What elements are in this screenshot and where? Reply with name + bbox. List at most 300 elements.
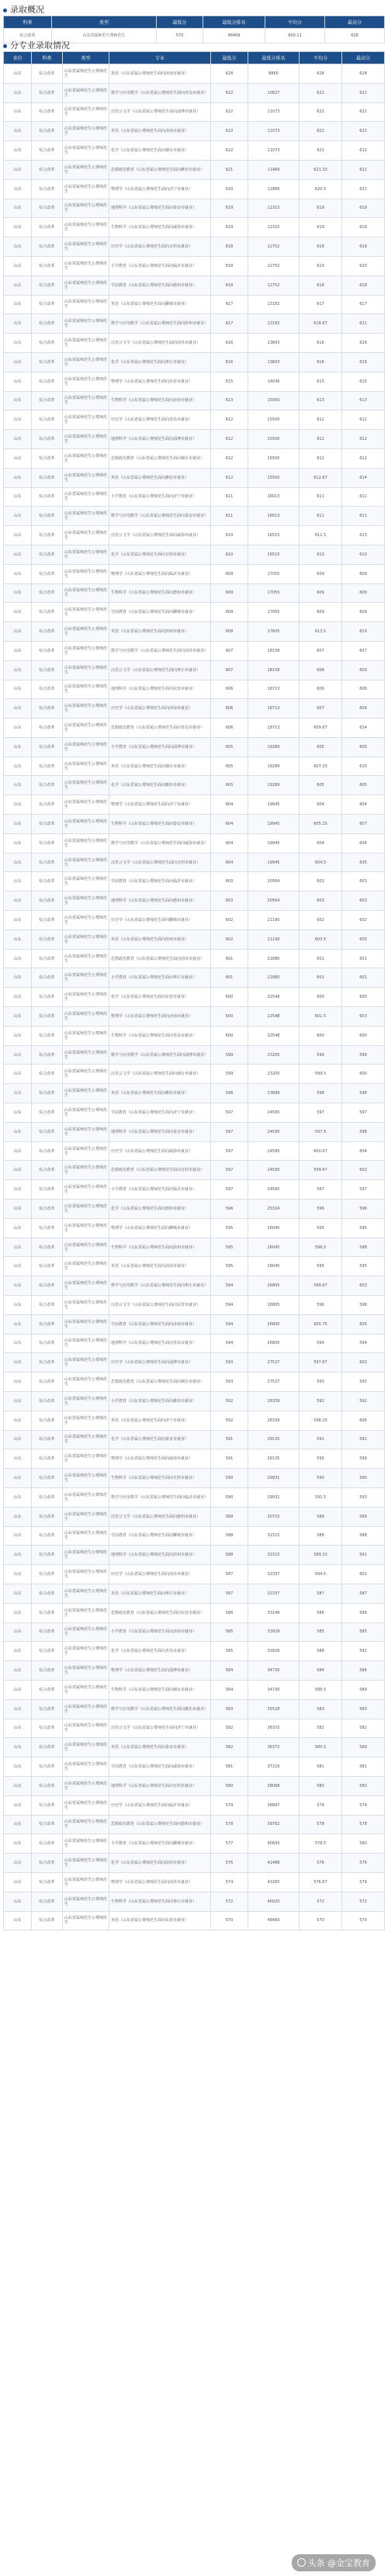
table-cell: 579 bbox=[300, 1795, 342, 1815]
table-cell: 地理科学（山东省属公费师范生面向泰安市就业） bbox=[109, 1122, 211, 1141]
table-cell: 606 bbox=[342, 680, 385, 699]
table-cell: 604 bbox=[211, 795, 248, 815]
table-cell: 学前教育（山东省属公费师范生面向聊城市就业） bbox=[109, 1526, 211, 1546]
table-cell: 589.33 bbox=[300, 1546, 342, 1565]
table-cell: 山东省属师范生公费师范生 bbox=[63, 757, 109, 776]
table-cell: 587 bbox=[342, 1584, 385, 1603]
table-cell: 山东 bbox=[4, 930, 32, 949]
table-cell: 612 bbox=[211, 468, 248, 487]
table-row bbox=[4, 968, 385, 988]
table-row bbox=[4, 1699, 385, 1719]
table-cell: 山东省属师范生公费师范生 bbox=[63, 1007, 109, 1027]
table-cell: 605 bbox=[342, 1314, 385, 1334]
table-cell: 595 bbox=[300, 1218, 342, 1238]
table-cell: 思想政治教育（山东省属公费师范生面向菏泽市就业） bbox=[109, 949, 211, 968]
table-cell: 山东 bbox=[4, 1122, 32, 1141]
table-cell: 综合改革 bbox=[32, 1603, 63, 1622]
bullet-dot-icon bbox=[3, 44, 7, 48]
table-cell: 590 bbox=[211, 1469, 248, 1488]
table-cell: 622 bbox=[300, 122, 342, 141]
table-cell: 597 bbox=[300, 1103, 342, 1123]
table-cell: 综合改革 bbox=[32, 1834, 63, 1854]
table-cell: 综合改革 bbox=[32, 1373, 63, 1392]
table-cell: 化学（山东省属公费师范生面向滨州市就业） bbox=[109, 1854, 211, 1873]
table-cell: 602 bbox=[342, 911, 385, 930]
table-cell: 584 bbox=[211, 1661, 248, 1681]
table-row bbox=[4, 275, 385, 295]
table-cell: 570 bbox=[342, 1911, 385, 1930]
table-cell: 综合改革 bbox=[32, 795, 63, 815]
table-cell: 历史学（山东省属公费师范生面向临沂市就业） bbox=[109, 1795, 211, 1815]
table-cell: 山东省属师范生公费师范生 bbox=[63, 603, 109, 622]
table-cell: 山东 bbox=[4, 1487, 32, 1507]
table-cell: 山东 bbox=[4, 1045, 32, 1065]
table-cell: 英语（山东省属公费师范生面向济宁市就业） bbox=[109, 1411, 211, 1430]
table-cell: 613 bbox=[300, 391, 342, 410]
table-cell: 34730 bbox=[248, 1661, 300, 1681]
table-cell: 609.67 bbox=[300, 718, 342, 738]
table-cell: 山东 bbox=[4, 1103, 32, 1123]
table-cell: 29135 bbox=[248, 1430, 300, 1449]
table-cell: 12752 bbox=[248, 256, 300, 275]
table-cell: 地理科学（山东省属公费师范生面向滨州市就业） bbox=[109, 1546, 211, 1565]
table-cell: 21190 bbox=[248, 930, 300, 949]
table-cell: 609 bbox=[300, 583, 342, 603]
table-cell: 山东省属师范生公费师范生 bbox=[63, 1546, 109, 1565]
table-cell: 18713 bbox=[248, 699, 300, 718]
table-row bbox=[4, 1776, 385, 1795]
table-cell: 606 bbox=[342, 1411, 385, 1430]
table-cell: 602 bbox=[300, 911, 342, 930]
table-cell: 地理科学（山东省属公费师范生面向泰安市就业） bbox=[109, 199, 211, 218]
table-cell: 山东省属师范生公费师范生 bbox=[63, 911, 109, 930]
table-cell: 山东省属师范生公费师范生 bbox=[63, 968, 109, 988]
table-cell: 616 bbox=[342, 334, 385, 353]
table-cell: 数学与应用数学（山东省属公费师范生面向威海市就业） bbox=[109, 833, 211, 853]
table-cell: 589 bbox=[300, 1507, 342, 1526]
table-cell: 604 bbox=[300, 795, 342, 815]
table-cell: 山东 bbox=[4, 1449, 32, 1469]
table-cell: 19945 bbox=[248, 795, 300, 815]
table-cell: 山东 bbox=[4, 680, 32, 699]
table-cell: 618 bbox=[211, 237, 248, 257]
table-cell: 610 bbox=[300, 545, 342, 564]
table-cell: 山东 bbox=[4, 448, 32, 468]
table-cell: 山东 bbox=[4, 1603, 32, 1622]
table-cell: 山东省属师范生公费师范生 bbox=[63, 718, 109, 738]
table-cell: 586 bbox=[300, 1603, 342, 1622]
table-cell: 579 bbox=[342, 1872, 385, 1892]
table-cell: 汉语言文学（山东省属公费师范生面向菏泽市就业） bbox=[109, 334, 211, 353]
table-cell: 22548 bbox=[248, 988, 300, 1007]
table-cell: 综合改革 bbox=[32, 1661, 63, 1681]
table-cell: 山东 bbox=[4, 64, 32, 84]
table-row bbox=[4, 1872, 385, 1892]
table-row bbox=[4, 1526, 385, 1546]
table-row bbox=[4, 1180, 385, 1200]
table-cell: 综合改革 bbox=[32, 1738, 63, 1757]
table-cell: 596 bbox=[342, 1200, 385, 1219]
table-cell: 英语（山东省属公费师范生面向枣庄市就业） bbox=[109, 1584, 211, 1603]
table-cell: 593 bbox=[300, 1373, 342, 1392]
table-cell: 山东省属师范生公费师范生 bbox=[63, 949, 109, 968]
table-row bbox=[4, 1469, 385, 1488]
table-cell: 山东 bbox=[4, 526, 32, 545]
table-cell: 山东 bbox=[4, 1411, 32, 1430]
table-cell: 山东省属师范生公费师范生 bbox=[63, 1661, 109, 1681]
table-cell: 582 bbox=[342, 1719, 385, 1738]
summary-cell: 628 bbox=[325, 29, 385, 43]
table-cell: 思想政治教育（山东省属公费师范生面向德州市就业） bbox=[109, 1815, 211, 1834]
table-cell: 581 bbox=[342, 1757, 385, 1777]
table-cell: 603 bbox=[211, 892, 248, 911]
table-cell: 化学（山东省属公费师范生面向德州市就业） bbox=[109, 1200, 211, 1219]
table-cell: 综合改革 bbox=[32, 988, 63, 1007]
table-cell: 山东省属师范生公费师范生 bbox=[63, 737, 109, 757]
summary-cell: 48469 bbox=[203, 29, 265, 43]
table-row bbox=[4, 583, 385, 603]
table-cell: 11866 bbox=[248, 179, 300, 199]
table-cell: 601 bbox=[300, 949, 342, 968]
table-cell: 600 bbox=[211, 988, 248, 1007]
table-cell: 山东省属师范生公费师范生 bbox=[63, 1449, 109, 1469]
table-cell: 思想政治教育（山东省属公费师范生面向烟台市就业） bbox=[109, 1373, 211, 1392]
table-cell: 592 bbox=[300, 1391, 342, 1411]
table-cell: 603 bbox=[342, 1007, 385, 1027]
table-cell: 578 bbox=[211, 1815, 248, 1834]
table-cell: 综合改革 bbox=[32, 83, 63, 102]
table-cell: 数学与应用数学（山东省属公费师范生面向青岛市就业） bbox=[109, 83, 211, 102]
table-cell: 山东省属师范生公费师范生 bbox=[63, 526, 109, 545]
table-cell: 19945 bbox=[248, 815, 300, 834]
table-cell: 山东 bbox=[4, 1507, 32, 1526]
table-row bbox=[4, 853, 385, 872]
table-cell: 山东 bbox=[4, 1257, 32, 1276]
table-cell: 山东省属师范生公费师范生 bbox=[63, 334, 109, 353]
table-row bbox=[4, 795, 385, 815]
table-row bbox=[4, 660, 385, 680]
table-cell: 622 bbox=[300, 141, 342, 161]
table-cell: 综合改革 bbox=[32, 1161, 63, 1180]
table-cell: 综合改革 bbox=[32, 757, 63, 776]
table-cell: 620.5 bbox=[300, 179, 342, 199]
table-cell: 山东 bbox=[4, 275, 32, 295]
table-cell: 山东省属师范生公费师范生 bbox=[63, 833, 109, 853]
table-cell: 英语（山东省属公费师范生面向滨州市就业） bbox=[109, 930, 211, 949]
table-cell: 602 bbox=[211, 930, 248, 949]
table-cell: 584 bbox=[300, 1661, 342, 1681]
table-cell: 物理学（山东省属公费师范生面向聊城市就业） bbox=[109, 1218, 211, 1238]
table-cell: 582 bbox=[300, 1719, 342, 1738]
table-cell: 山东省属师范生公费师范生 bbox=[63, 680, 109, 699]
table-cell: 综合改革 bbox=[32, 1411, 63, 1430]
table-row bbox=[4, 1565, 385, 1584]
table-cell: 物理学（山东省属公费师范生面向济南市就业） bbox=[109, 1007, 211, 1027]
table-cell: 598.25 bbox=[300, 1411, 342, 1430]
table-cell: 山东 bbox=[4, 1314, 32, 1334]
table-cell: 596 bbox=[211, 1200, 248, 1219]
majors-header-row bbox=[4, 52, 385, 64]
table-row bbox=[4, 448, 385, 468]
table-cell: 山东省属师范生公费师范生 bbox=[63, 1834, 109, 1854]
table-cell: 数学与应用数学（山东省属公费师范生面向临沂市就业） bbox=[109, 1487, 211, 1507]
table-cell: 622 bbox=[342, 83, 385, 102]
table-row bbox=[4, 1200, 385, 1219]
table-cell: 化学（山东省属公费师范生面向枣庄市就业） bbox=[109, 352, 211, 372]
table-cell: 26805 bbox=[248, 1334, 300, 1353]
table-cell: 619 bbox=[342, 622, 385, 642]
table-cell: 山东省属师范生公费师范生 bbox=[63, 1200, 109, 1219]
table-cell: 山东 bbox=[4, 507, 32, 526]
table-cell: 综合改革 bbox=[32, 1469, 63, 1488]
table-cell: 地理科学（山东省属公费师范生面向日照市就业） bbox=[109, 1776, 211, 1795]
table-cell: 综合改革 bbox=[32, 1430, 63, 1449]
table-cell: 612 bbox=[300, 430, 342, 449]
table-cell: 606 bbox=[211, 718, 248, 738]
table-cell: 619 bbox=[342, 218, 385, 237]
table-cell: 山东 bbox=[4, 853, 32, 872]
table-cell: 586 bbox=[342, 1603, 385, 1622]
table-cell: 588 bbox=[342, 1526, 385, 1546]
table-cell: 589 bbox=[342, 1680, 385, 1699]
table-cell: 613.5 bbox=[300, 622, 342, 642]
table-cell: 地理科学（山东省属公费师范生面向淄博市就业） bbox=[109, 430, 211, 449]
table-cell: 601 bbox=[211, 949, 248, 968]
table-cell: 山东 bbox=[4, 1526, 32, 1546]
table-cell: 山东 bbox=[4, 603, 32, 622]
table-cell: 综合改革 bbox=[32, 1391, 63, 1411]
table-cell: 585 bbox=[342, 1622, 385, 1642]
table-cell: 579 bbox=[342, 1795, 385, 1815]
table-cell: 生物科学（山东省属公费师范生面向济南市就业） bbox=[109, 391, 211, 410]
table-cell: 605 bbox=[342, 930, 385, 949]
table-cell: 600.75 bbox=[300, 1314, 342, 1334]
table-row bbox=[4, 160, 385, 179]
table-cell: 591 bbox=[342, 1546, 385, 1565]
table-cell: 27527 bbox=[248, 1353, 300, 1373]
table-cell: 607 bbox=[300, 699, 342, 718]
table-cell: 595 bbox=[342, 1257, 385, 1276]
summary-header-cell: 最低分排名 bbox=[203, 16, 265, 29]
table-cell: 600 bbox=[211, 1007, 248, 1027]
table-cell: 590 bbox=[342, 1469, 385, 1488]
table-cell: 19289 bbox=[248, 737, 300, 757]
table-cell: 山东 bbox=[4, 468, 32, 487]
table-cell: 607 bbox=[342, 815, 385, 834]
table-cell: 603 bbox=[342, 1276, 385, 1296]
table-cell: 616 bbox=[342, 352, 385, 372]
table-cell: 31515 bbox=[248, 1526, 300, 1546]
table-cell: 580 bbox=[211, 1776, 248, 1795]
table-cell: 592 bbox=[342, 1391, 385, 1411]
table-cell: 山东 bbox=[4, 160, 32, 179]
table-cell: 601.5 bbox=[300, 1007, 342, 1027]
table-row bbox=[4, 507, 385, 526]
table-cell: 597 bbox=[211, 1103, 248, 1123]
table-cell: 31515 bbox=[248, 1546, 300, 1565]
table-cell: 26805 bbox=[248, 1276, 300, 1296]
table-cell: 山东省属师范生公费师范生 bbox=[63, 1276, 109, 1296]
table-row bbox=[4, 1334, 385, 1353]
table-row bbox=[4, 892, 385, 911]
table-cell: 592 bbox=[211, 1391, 248, 1411]
table-cell: 587 bbox=[211, 1584, 248, 1603]
table-cell: 618 bbox=[211, 275, 248, 295]
table-cell: 综合改革 bbox=[32, 1045, 63, 1065]
table-cell: 综合改革 bbox=[32, 892, 63, 911]
table-cell: 612 bbox=[342, 448, 385, 468]
table-cell: 山东 bbox=[4, 487, 32, 507]
table-cell: 11073 bbox=[248, 102, 300, 122]
table-cell: 618 bbox=[300, 237, 342, 257]
table-cell: 13182 bbox=[248, 295, 300, 314]
table-cell: 山东省属师范生公费师范生 bbox=[63, 1526, 109, 1546]
table-cell: 山东 bbox=[4, 1892, 32, 1911]
table-row bbox=[4, 526, 385, 545]
table-cell: 思想政治教育（山东省属公费师范生面向日照市就业） bbox=[109, 1161, 211, 1180]
table-cell: 山东省属师范生公费师范生 bbox=[63, 1584, 109, 1603]
table-cell: 山东 bbox=[4, 968, 32, 988]
table-row bbox=[4, 468, 385, 487]
table-cell: 山东省属师范生公费师范生 bbox=[63, 199, 109, 218]
table-cell: 608 bbox=[300, 660, 342, 680]
table-cell: 山东省属师范生公费师范生 bbox=[63, 1776, 109, 1795]
table-cell: 590 bbox=[300, 1469, 342, 1488]
table-cell: 599 bbox=[342, 1045, 385, 1065]
table-cell: 数学与应用数学（山东省属公费师范生面向淄博市就业） bbox=[109, 1045, 211, 1065]
table-cell: 山东 bbox=[4, 564, 32, 583]
table-row bbox=[4, 1007, 385, 1027]
table-cell: 小学教育（山东省属公费师范生面向济南市就业） bbox=[109, 1622, 211, 1642]
table-cell: 山东省属师范生公费师范生 bbox=[63, 1411, 109, 1430]
bullet-dot-icon bbox=[3, 9, 7, 12]
table-cell: 综合改革 bbox=[32, 1642, 63, 1661]
table-cell: 612 bbox=[211, 430, 248, 449]
summary-cell: 综合改革 bbox=[4, 29, 52, 43]
table-cell: 综合改革 bbox=[32, 1680, 63, 1699]
table-cell: 山东 bbox=[4, 699, 32, 718]
majors-table-body bbox=[4, 64, 385, 1930]
table-cell: 山东省属师范生公费师范生 bbox=[63, 448, 109, 468]
table-cell: 609 bbox=[211, 603, 248, 622]
table-cell: 604 bbox=[300, 833, 342, 853]
table-cell: 山东省属师范生公费师范生 bbox=[63, 430, 109, 449]
table-cell: 思想政治教育（山东省属公费师范生面向青岛市就业） bbox=[109, 718, 211, 738]
table-cell: 山东省属师范生公费师范生 bbox=[63, 1353, 109, 1373]
table-cell: 山东省属师范生公费师范生 bbox=[63, 1103, 109, 1123]
table-cell: 602 bbox=[211, 911, 248, 930]
table-cell: 英语（山东省属公费师范生面向滨州市就业） bbox=[109, 622, 211, 642]
table-cell: 605 bbox=[342, 737, 385, 757]
table-cell: 综合改革 bbox=[32, 372, 63, 391]
table-cell: 山东省属师范生公费师范生 bbox=[63, 1296, 109, 1315]
table-cell: 综合改革 bbox=[32, 872, 63, 892]
table-cell: 学前教育（山东省属公费师范生面向济宁市就业） bbox=[109, 1103, 211, 1123]
table-cell: 22548 bbox=[248, 1007, 300, 1027]
table-cell: 综合改革 bbox=[32, 122, 63, 141]
table-cell: 36372 bbox=[248, 1719, 300, 1738]
table-cell: 思想政治教育（山东省属公费师范生面向东营市就业） bbox=[109, 1603, 211, 1622]
table-row bbox=[4, 1795, 385, 1815]
table-cell: 综合改革 bbox=[32, 737, 63, 757]
table-cell: 605 bbox=[342, 776, 385, 795]
table-cell: 综合改革 bbox=[32, 1815, 63, 1834]
table-row bbox=[4, 1218, 385, 1238]
table-cell: 学前教育（山东省属公费师范生面向聊城市就业） bbox=[109, 603, 211, 622]
majors-header-cell: 最低分排名 bbox=[248, 52, 300, 64]
table-cell: 山东 bbox=[4, 102, 32, 122]
table-row bbox=[4, 102, 385, 122]
table-cell: 山东省属师范生公费师范生 bbox=[63, 583, 109, 603]
table-cell: 山东省属师范生公费师范生 bbox=[63, 64, 109, 84]
table-cell: 612 bbox=[342, 410, 385, 430]
table-cell: 572 bbox=[211, 1892, 248, 1911]
table-cell: 603 bbox=[342, 872, 385, 892]
table-cell: 24595 bbox=[248, 1180, 300, 1200]
table-cell: 628 bbox=[342, 64, 385, 84]
table-cell: 619 bbox=[300, 256, 342, 275]
table-cell: 山东 bbox=[4, 1469, 32, 1488]
table-cell: 山东 bbox=[4, 641, 32, 660]
table-cell: 山东 bbox=[4, 372, 32, 391]
table-cell: 山东省属师范生公费师范生 bbox=[63, 1334, 109, 1353]
table-cell: 山东 bbox=[4, 872, 32, 892]
table-cell: 山东省属师范生公费师范生 bbox=[63, 314, 109, 334]
table-row bbox=[4, 1584, 385, 1603]
table-cell: 604 bbox=[211, 815, 248, 834]
table-cell: 597.67 bbox=[300, 1353, 342, 1373]
table-cell: 小学教育（山东省属公费师范生面向淄博市就业） bbox=[109, 737, 211, 757]
table-row bbox=[4, 1296, 385, 1315]
table-cell: 山东省属师范生公费师范生 bbox=[63, 853, 109, 872]
table-cell: 山东省属师范生公费师范生 bbox=[63, 872, 109, 892]
table-cell: 综合改革 bbox=[32, 1526, 63, 1546]
table-cell: 山东省属师范生公费师范生 bbox=[63, 1141, 109, 1161]
table-cell: 622 bbox=[211, 83, 248, 102]
table-cell: 578.5 bbox=[300, 1834, 342, 1854]
table-cell: 山东 bbox=[4, 1622, 32, 1642]
table-cell: 39762 bbox=[248, 1815, 300, 1834]
table-cell: 619 bbox=[342, 199, 385, 218]
table-cell: 605 bbox=[211, 776, 248, 795]
table-cell: 617 bbox=[300, 295, 342, 314]
table-row bbox=[4, 603, 385, 622]
table-cell: 593 bbox=[211, 1353, 248, 1373]
table-row bbox=[4, 872, 385, 892]
table-cell: 山东 bbox=[4, 1141, 32, 1161]
table-cell: 山东 bbox=[4, 1026, 32, 1045]
table-cell: 综合改革 bbox=[32, 949, 63, 968]
table-cell: 26805 bbox=[248, 1296, 300, 1315]
table-cell: 历史学（山东省属公费师范生面向菏泽市就业） bbox=[109, 1565, 211, 1584]
table-cell: 山东省属师范生公费师范生 bbox=[63, 1892, 109, 1911]
table-cell: 593 bbox=[342, 1373, 385, 1392]
table-cell: 12752 bbox=[248, 237, 300, 257]
table-cell: 25324 bbox=[248, 1200, 300, 1219]
table-cell: 604 bbox=[342, 1141, 385, 1161]
table-cell: 山东 bbox=[4, 1854, 32, 1873]
table-cell: 山东省属师范生公费师范生 bbox=[63, 1738, 109, 1757]
table-cell: 山东省属师范生公费师范生 bbox=[63, 1642, 109, 1661]
table-cell: 18713 bbox=[248, 680, 300, 699]
table-cell: 588 bbox=[300, 1526, 342, 1546]
table-cell: 11469 bbox=[248, 160, 300, 179]
table-cell: 山东省属师范生公费师范生 bbox=[63, 1218, 109, 1238]
table-cell: 576.67 bbox=[300, 1872, 342, 1892]
table-cell: 综合改革 bbox=[32, 1719, 63, 1738]
table-cell: 622 bbox=[211, 102, 248, 122]
table-cell: 591 bbox=[342, 1430, 385, 1449]
